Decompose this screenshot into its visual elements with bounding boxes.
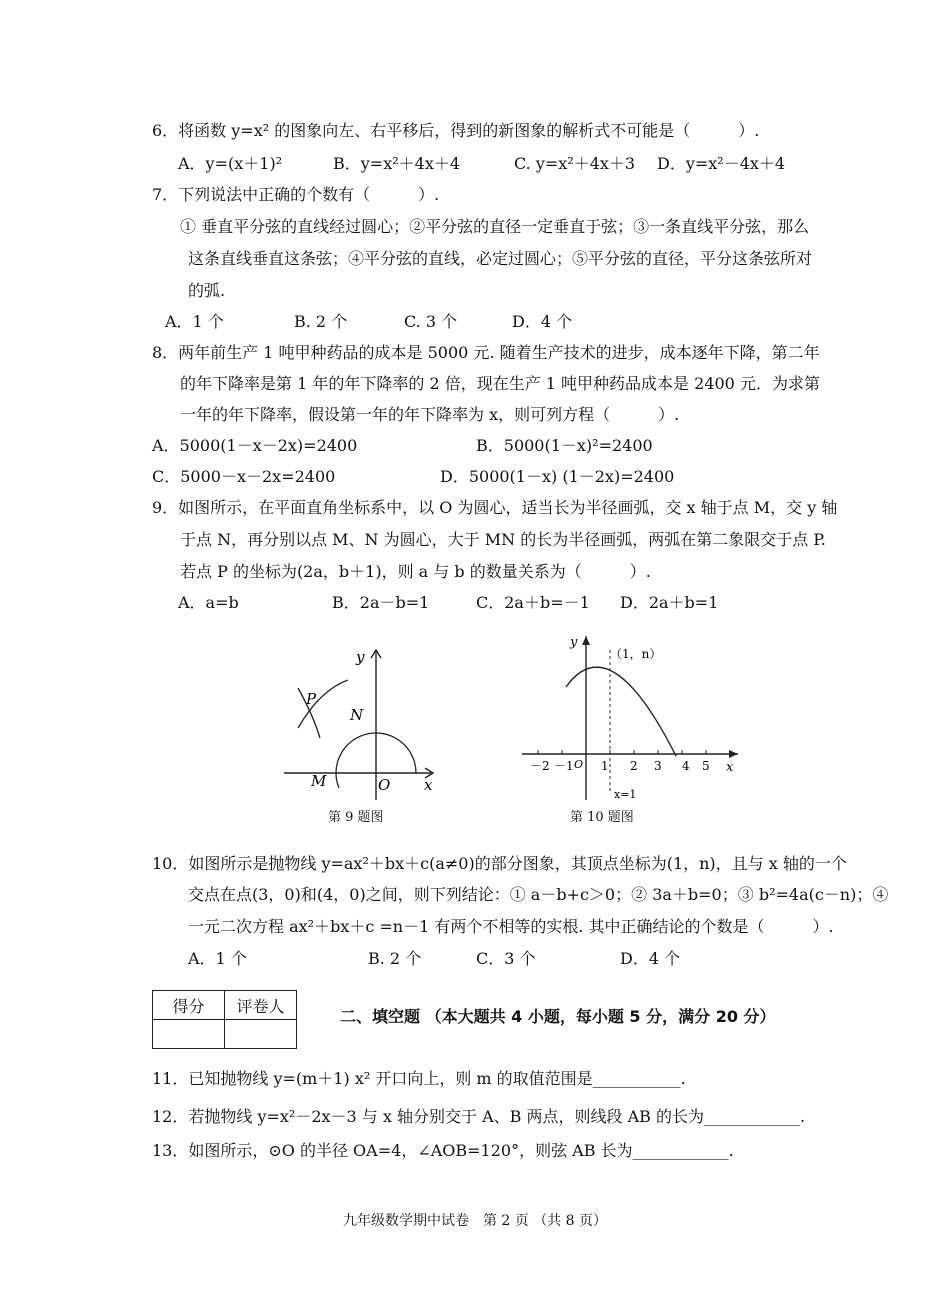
- q7-body-line-1: ① 垂直平分弦的直线经过圆心；②平分弦的直径一定垂直于弦；③一条直线平分弦，那么: [180, 217, 810, 236]
- q6-option-a: A．y=(x＋1)²: [178, 154, 283, 173]
- q8-stem-line-1: 8．两年前生产 1 吨甲种药品的成本是 5000 元. 随着生产技术的进步，成本逐年下降，第二年: [152, 343, 820, 362]
- section-2-heading: 二、填空题 （本大题共 4 小题，每小题 5 分，满分 20 分）: [340, 1007, 776, 1026]
- q8-option-d: D．5000(1－x) (1－2x)=2400: [440, 467, 675, 486]
- q6-stem: 6．将函数 y=x² 的图象向左、右平移后，得到的新图象的解析式不可能是（ ）.: [152, 121, 760, 140]
- q7-option-d: D．4 个: [512, 312, 573, 331]
- score-table: [152, 990, 297, 1049]
- q7-body-line-2: 这条直线垂直这条弦；④平分弦的直线，必定过圆心；⑤平分弦的直径，平分这条弦所对: [188, 249, 813, 268]
- q10-option-d: D．4 个: [620, 949, 681, 968]
- grader-cell: [225, 1020, 297, 1049]
- fig10-tick-label: 3: [654, 759, 662, 773]
- fig9-label-m: M: [311, 772, 327, 790]
- q9-stem-line-2: 于点 N，再分别以点 M、N 为圆心，大于 MN 的长为半径画弧，两弧在第二象限交于点 P.: [180, 530, 826, 549]
- q9-option-a: A．a=b: [178, 593, 239, 612]
- fig10-origin-label: O: [574, 758, 584, 771]
- fig10-vertex-label: （1，n）: [610, 647, 662, 661]
- fig10-parabola: [566, 667, 676, 756]
- q8-option-c: C．5000－x－2x=2400: [152, 467, 336, 486]
- fig10-tick-label: －2: [530, 759, 550, 773]
- q8-stem-line-2: 的年下降率是第 1 年的年下降率的 2 倍，现在生产 1 吨甲种药品成本是 2400 元．为求第: [180, 374, 820, 393]
- q6-option-d: D．y=x²－4x＋4: [657, 154, 786, 173]
- grader-label: 评卷人: [225, 991, 297, 1020]
- page-footer: 九年级数学期中试卷 第 2 页 （共 8 页）: [342, 1213, 608, 1229]
- figure-9: [278, 640, 448, 805]
- fig9-label-p: P: [306, 690, 317, 708]
- fig9-label-y: y: [356, 648, 365, 666]
- q7-stem: 7．下列说法中正确的个数有（ ）.: [152, 185, 440, 204]
- q7-body-line-3: 的弧.: [188, 281, 226, 300]
- q7-option-b: B. 2 个: [294, 312, 348, 331]
- q13: 13．如图所示，⊙O 的半径 OA=4，∠AOB=120°，则弦 AB 长为____________.: [152, 1141, 734, 1160]
- q8-option-b: B．5000(1－x)²=2400: [476, 436, 653, 455]
- q10-option-a: A．1 个: [188, 949, 247, 968]
- q7-option-c: C. 3 个: [404, 312, 458, 331]
- q10-option-c: C．3 个: [476, 949, 536, 968]
- fig10-y-arrow: [582, 636, 590, 645]
- score-cell: [153, 1020, 225, 1049]
- q9-stem-line-3: 若点 P 的坐标为(2a，b＋1)，则 a 与 b 的数量关系为（ ）.: [180, 562, 651, 581]
- q9-stem-line-1: 9．如图所示，在平面直角坐标系中，以 O 为圆心，适当长为半径画弧，交 x 轴于点 M，交 y 轴: [152, 498, 838, 517]
- q9-option-d: D．2a＋b=1: [620, 593, 719, 612]
- q10-stem-line-3: 一元二次方程 ax²＋bx＋c =n－1 有两个不相等的实根. 其中正确结论的个数是（ ）.: [188, 917, 834, 936]
- q7-option-a: A．1 个: [165, 312, 224, 331]
- figure-10-caption: 第 10 题图: [570, 810, 634, 825]
- q8-stem-line-3: 一年的年下降率，假设第一年的年下降率为 x，则可列方程（ ）.: [180, 405, 680, 424]
- fig10-tick-label: 2: [630, 759, 638, 773]
- fig9-label-n: N: [350, 706, 364, 724]
- q10-stem-line-2: 交点在点(3，0)和(4，0)之间，则下列结论：① a－b+c＞0；② 3a＋b=0；③ b²=4a(c－n)；④: [188, 885, 889, 904]
- figure-10: [516, 632, 746, 804]
- q9-option-c: C．2a＋b=－1: [476, 593, 590, 612]
- q10-option-b: B. 2 个: [368, 949, 422, 968]
- q12: 12．若抛物线 y=x²－2x－3 与 x 轴分别交于 A、B 两点，则线段 AB 的长为____________.: [152, 1107, 806, 1126]
- fig9-label-o: O: [378, 776, 391, 794]
- fig9-label-x: x: [424, 776, 433, 794]
- fig10-tick-label: 4: [682, 759, 690, 773]
- fig10-y-label: y: [570, 635, 578, 650]
- q11: 11．已知抛物线 y=(m＋1) x² 开口向上，则 m 的取值范围是___________.: [152, 1069, 686, 1088]
- fig10-tick-label: 1: [601, 759, 609, 773]
- fig10-symmetry-label: x=1: [614, 788, 637, 801]
- fig10-x-arrow: [729, 750, 738, 758]
- q6-option-c: C. y=x²＋4x＋3: [514, 154, 636, 173]
- fig10-tick-label: －1: [554, 759, 574, 773]
- q10-stem-line-1: 10．如图所示是抛物线 y=ax²＋bx＋c(a≠0)的部分图象，其顶点坐标为(1，n)，且与 x 轴的一个: [152, 854, 847, 873]
- score-label: 得分: [153, 991, 225, 1020]
- fig10-tick-label: 5: [702, 759, 710, 773]
- q9-option-b: B．2a－b=1: [332, 593, 430, 612]
- q8-option-a: A．5000(1－x－2x)=2400: [152, 436, 358, 455]
- figure-9-caption: 第 9 题图: [328, 810, 384, 825]
- q6-option-b: B．y=x²＋4x＋4: [333, 154, 461, 173]
- fig10-x-label: x: [726, 760, 734, 775]
